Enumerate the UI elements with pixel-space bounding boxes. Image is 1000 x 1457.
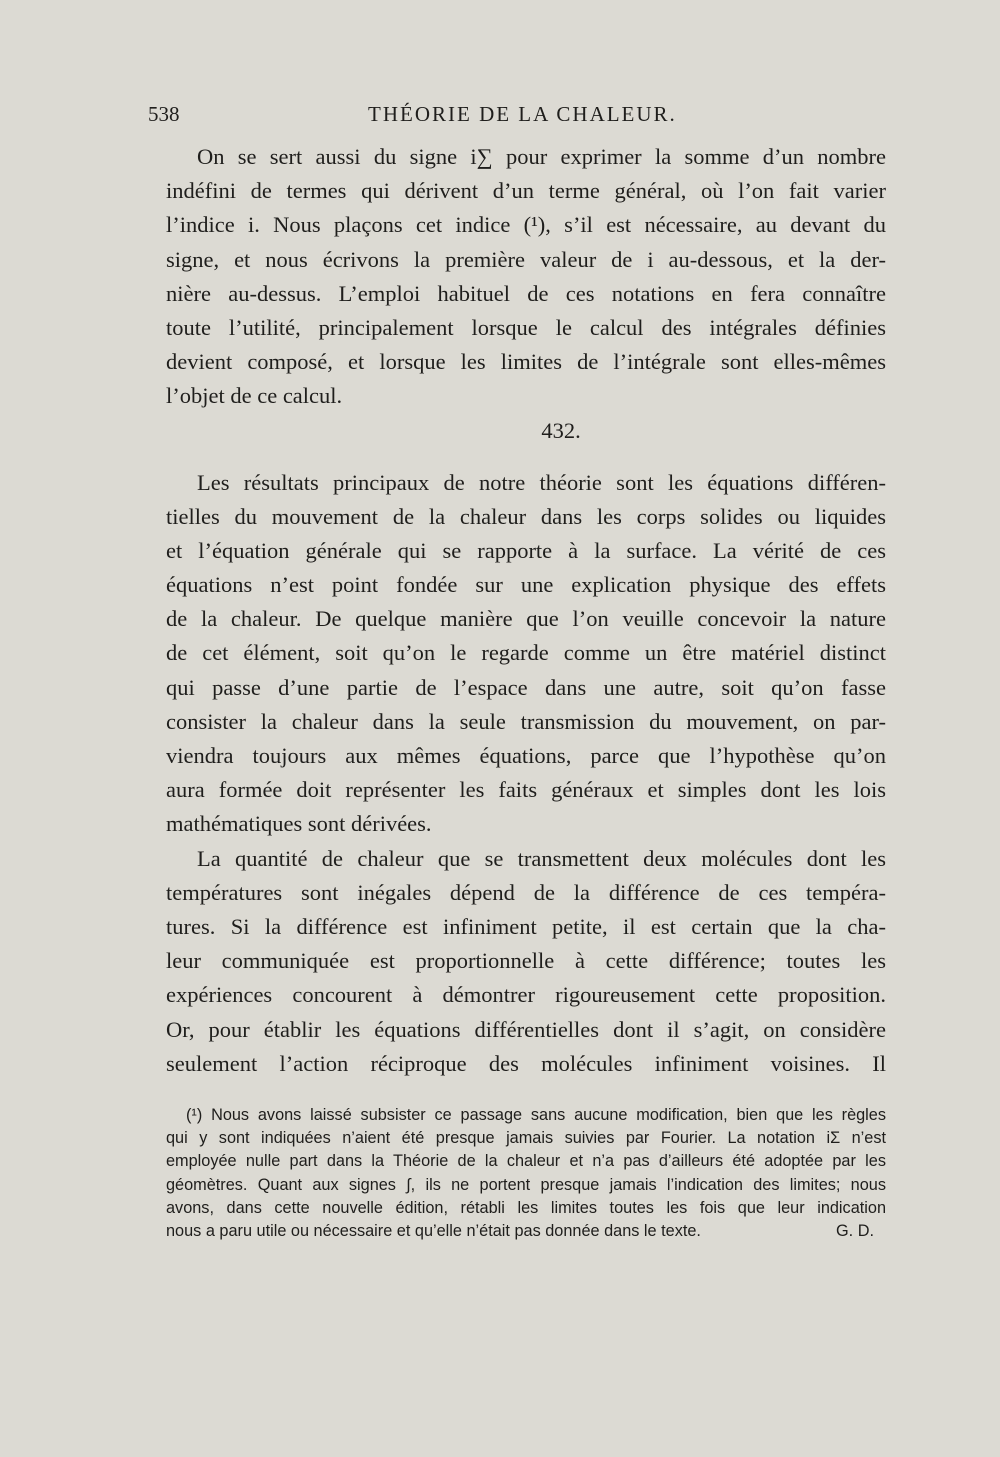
running-title: THÉORIE DE LA CHALEUR. xyxy=(368,102,677,126)
text-line: leur communiquée est proportionnelle à cette différence; toutes les xyxy=(166,948,886,974)
footnote-line: géomètres. Quant aux signes ∫, ils ne portent presque jamais l’indication des limites; nous xyxy=(166,1175,886,1194)
text-line: l’objet de ce calcul. xyxy=(166,383,343,409)
text-line: tielles du mouvement de la chaleur dans les corps solides ou liquides xyxy=(166,503,886,529)
text-line: toute l’utilité, principalement lorsque le calcul des intégrales définies xyxy=(166,314,886,340)
text-line: Les résultats principaux de notre théorie sont les équations différen- xyxy=(197,469,886,495)
text-line: de la chaleur. De quelque manière que l’on veuille concevoir la nature xyxy=(166,606,886,632)
text-line: consister la chaleur dans la seule transmission du mouvement, on par- xyxy=(166,708,886,734)
text-line: nière au-dessus. L’emploi habituel de ces notations en fera connaître xyxy=(166,280,886,306)
text-line: équations n’est point fondée sur une explication physique des effets xyxy=(166,572,886,598)
page-number: 538 xyxy=(148,102,180,126)
text-line: mathématiques sont dérivées. xyxy=(166,811,432,837)
text-line: l’indice i. Nous plaçons cet indice (¹), s’il est nécessaire, au devant du xyxy=(166,212,886,238)
text-line: et l’équation générale qui se rapporte à la surface. La vérité de ces xyxy=(166,537,886,563)
page-header xyxy=(148,102,888,132)
text-line: tures. Si la différence est infiniment petite, il est certain que la cha- xyxy=(166,913,886,939)
text-line: expériences concourent à démontrer rigoureusement cette proposition. xyxy=(166,982,886,1008)
footnote xyxy=(166,1104,886,1243)
text-line: qui passe d’une partie de l’espace dans une autre, soit qu’on fasse xyxy=(166,674,886,700)
text-line: aura formée doit représenter les faits généraux et simples dont les lois xyxy=(166,777,886,803)
text-line: viendra toujours aux mêmes équations, parce que l’hypothèse qu’on xyxy=(166,743,886,768)
text-line: indéfini de termes qui dérivent d’un terme général, où l’on fait varier xyxy=(166,178,886,204)
body-text xyxy=(166,140,886,1081)
footnote-line: employée nulle part dans la Théorie de la chaleur et n’a pas d’ailleurs été adoptée par les xyxy=(166,1152,886,1171)
paragraph-results xyxy=(166,466,886,842)
section-number: 432. xyxy=(541,417,581,443)
text-line: températures sont inégales dépend de la différence de ces tempéra- xyxy=(166,879,886,905)
text-line: de cet élément, soit qu’on le regarde comme un être matériel distinct xyxy=(166,640,886,666)
footnote-last-line xyxy=(166,1220,886,1243)
footnote-line: (¹) Nous avons laissé subsister ce passage sans aucune modification, bien que les règles xyxy=(186,1106,886,1124)
text-line: devient composé, et lorsque les limites de l’intégrale sont elles-mêmes xyxy=(166,349,886,375)
footnote-signature: G. D. xyxy=(836,1221,874,1240)
footnote-line: avons, dans cette nouvelle édition, rétabli les limites toutes les fois que leur indication xyxy=(166,1198,886,1217)
footnote-line: qui y sont indiquées n’aient été presque jamais suivies par Fourier. La notation iΣ n’est xyxy=(166,1129,886,1148)
footnote-line: nous a paru utile ou nécessaire et qu’elle n’était pas donnée dans le texte. xyxy=(166,1221,701,1240)
text-line: On se sert aussi du signe i∑ pour exprimer la somme d’un nombre xyxy=(197,144,886,169)
text-line: seulement l’action réciproque des molécules infiniment voisines. Il xyxy=(166,1050,886,1076)
text-line: Or, pour établir les équations différentielles dont il s’agit, on considère xyxy=(166,1016,886,1042)
text-line: signe, et nous écrivons la première valeur de i au-dessous, et la der- xyxy=(166,246,886,272)
paragraph-heat-quantity xyxy=(166,842,886,1081)
text-line: La quantité de chaleur que se transmettent deux molécules dont les xyxy=(197,845,886,871)
paragraph-notation xyxy=(166,140,886,414)
